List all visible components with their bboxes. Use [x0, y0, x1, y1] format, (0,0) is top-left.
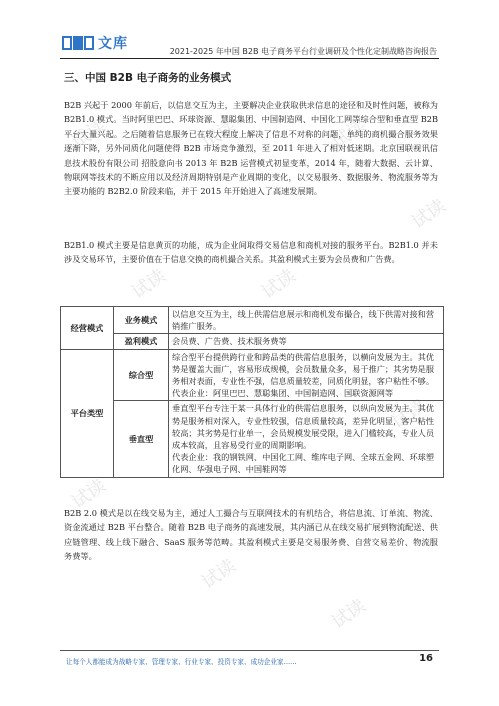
row-label-business-mode: 业务模式: [114, 307, 169, 334]
row-text-business-mode: 以信息交互为主，线上供需信息展示和商机发布撮合，线下供需对接和营销推广服务。: [169, 307, 444, 334]
comprehensive-representatives: 代表企业：阿里巴巴、慧聪集团、中国制造网、国联资源网等: [172, 388, 394, 399]
logo-text: 文库: [98, 36, 128, 52]
paragraph-b2b2: B2B 2.0 模式是以在线交易为主，通过人工撮合与互联网技术的有机结合，将信息流、订单流、物流、资金流通过 B2B 平台整合。随着 B2B 电子商务的高速发展，其内涵已从在线交易扩展到物流配送、供应链管理、线上线下融合、SaaS 服务等范畴。其盈利模式主要是交易服务费、自营交易差价、物流服务费等。: [64, 508, 438, 562]
paragraph-intro: B2B 兴起于 2000 年前后，以信息交互为主，主要解决企业获取供求信息的途径和及时性问题，被称为 B2B1.0 模式。当时阿里巴巴、环球资源、慧聪集团、中国制造网、中国化工网等综合型和垂直型 B2B 平台大量兴起。之后随着信息服务已在较大程度上解决了信息不对称的问题，单纯的商机撮合服务效果逐渐下降，另外同质化问题使得 B2B 市场竞争激烈，至 2011 年进入了相对低迷期。北京国联视讯信息技术股份有限公司 招股意向书 2013 年 B2B 运营模式初显变革，2014 年，随着大数据、云计算、物联网等技术的不断应用以及经济周期特别是产业周期的变化，以交易服务、数据服务、物流服务等为主要功能的 B2B2.0 阶段来临，并于 2015 年开始进入了高速发展期。: [64, 100, 438, 197]
row-text-comprehensive: [169, 349, 444, 401]
row-label-comprehensive: 综合型: [114, 349, 169, 401]
row-text-vertical: [169, 401, 444, 477]
row-label-profit-mode: 盈利模式: [114, 334, 169, 349]
group-label-operation: 经营模式: [61, 307, 114, 350]
paragraph-b2b1: B2B1.0 模式主要是信息黄页的功能，成为企业间取得交易信息和商机对接的服务平台。B2B1.0 并未涉及交易环节，主要价值在于信息交换的商机撮合关系。其盈利模式主要为会员费和广告费。: [64, 240, 438, 265]
logo-icon: [62, 36, 94, 50]
vertical-description: 垂直型平台专注于某一具体行业的供需信息服务，以纵向发展为主。其优势是服务相对深入，专业性较强，信息质量较高，差异化明显，客户粘性较高；其劣势是行业单一，会员规模发展受限，进入门槛较高，专业人员成本较高，且容易受行业的周期影响。: [172, 403, 435, 451]
watermark: 试读: [68, 475, 110, 514]
row-label-vertical: 垂直型: [114, 401, 169, 477]
group-label-platform: 平台类型: [61, 349, 114, 477]
footer-slogan: 让每个人都能成为战略专家、管理专家、行业专家、投资专家、成功企业家……: [66, 658, 297, 666]
report-title: 2021-2025 年中国 B2B 电子商务平台行业调研及个性化定制战略咨询报告: [169, 47, 437, 56]
watermark: 试读: [328, 595, 370, 634]
watermark: 试读: [68, 115, 110, 154]
watermark: 试读: [198, 555, 240, 594]
watermark: 试读: [328, 115, 370, 154]
watermark: 试读: [128, 265, 170, 304]
watermark: 试读: [408, 195, 450, 234]
business-model-table: [60, 306, 444, 478]
watermark: 试读: [258, 265, 300, 304]
header-divider: [60, 58, 439, 59]
page-number: 16: [419, 653, 433, 664]
comprehensive-description: 综合型平台提供跨行业和跨品类的供需信息服务，以横向发展为主。其优势是覆盖大面广，容易形成规模，会员数量众多，易于推广；其劣势是服务相对表面，专业性不强，信息质量较差，同质化明显，客户粘性不够。: [172, 351, 435, 387]
watermark: 试读: [388, 395, 430, 434]
table-row: [61, 349, 444, 401]
row-text-profit-mode: 会员费、广告费、技术服务费等: [169, 334, 444, 349]
watermark: 试读: [198, 115, 240, 154]
section-heading: 三、中国 B2B 电子商务的业务模式: [64, 72, 232, 84]
brand-logo: [62, 35, 128, 51]
table-row: [61, 307, 444, 334]
table-row: [61, 334, 444, 349]
footer-divider: [60, 650, 439, 651]
table-row: [61, 401, 444, 477]
vertical-representatives: 代表企业：我的钢铁网、中国化工网、维库电子网、全球五金网、环球塑化网、华强电子网、中国鞋网等: [172, 452, 435, 475]
